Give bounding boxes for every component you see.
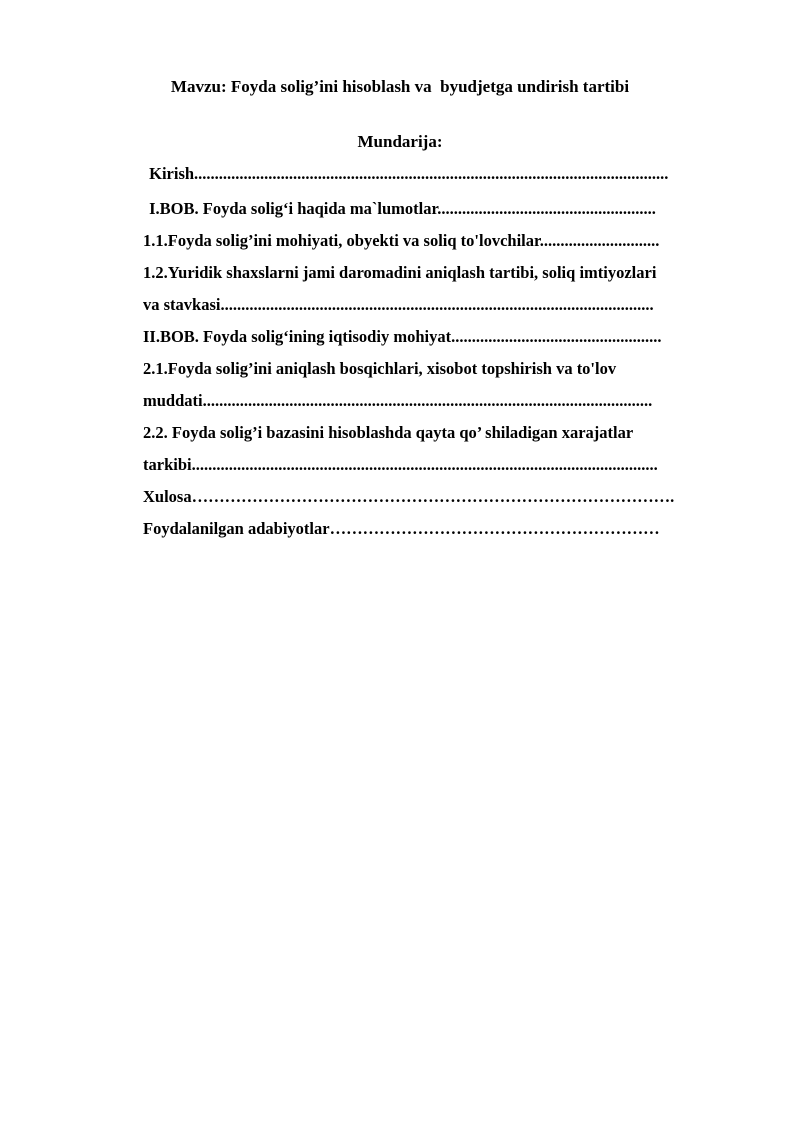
toc-line-section-2-2-continued: tarkibi................................................................................................................. xyxy=(143,455,658,474)
toc-line-section-2-2: 2.2. Foyda solig’i bazasini hisoblashda qayta qo’ shiladigan xarajatlar xyxy=(143,423,634,442)
toc-line-section-2-1-continued: muddati............................................................................................................. xyxy=(143,391,653,410)
toc-line-section-1-2-continued: va stavkasi......................................................................................................... xyxy=(143,295,654,314)
toc-line-section-2-1: 2.1.Foyda solig’ini aniqlash bosqichlari, xisobot topshirish va to'lov xyxy=(143,359,617,378)
document-title: Mavzu: Foyda solig’ini hisoblash va byudjetga undirish tartibi xyxy=(170,77,630,96)
contents-heading: Mundarija: xyxy=(357,132,443,151)
toc-line-references: Foydalanilgan adabiyotlar…………………………………………………… xyxy=(143,519,660,538)
toc-line-conclusion: Xulosa……………………………………………………………………………. xyxy=(143,487,675,506)
toc-line-section-1-2: 1.2.Yuridik shaxslarni jami daromadini aniqlash tartibi, soliq imtiyozlari xyxy=(143,263,657,282)
toc-line-section-1-1: 1.1.Foyda solig’ini mohiyati, obyekti va soliq to'lovchilar............................. xyxy=(143,231,660,250)
toc-line-chapter-1: I.BOB. Foyda solig‘i haqida ma`lumotlar..................................................... xyxy=(145,199,656,218)
toc-line-chapter-2: II.BOB. Foyda solig‘ining iqtisodiy mohiyat................................................... xyxy=(143,327,662,346)
toc-line-introduction: Kirish................................................................................................................... xyxy=(145,164,669,183)
